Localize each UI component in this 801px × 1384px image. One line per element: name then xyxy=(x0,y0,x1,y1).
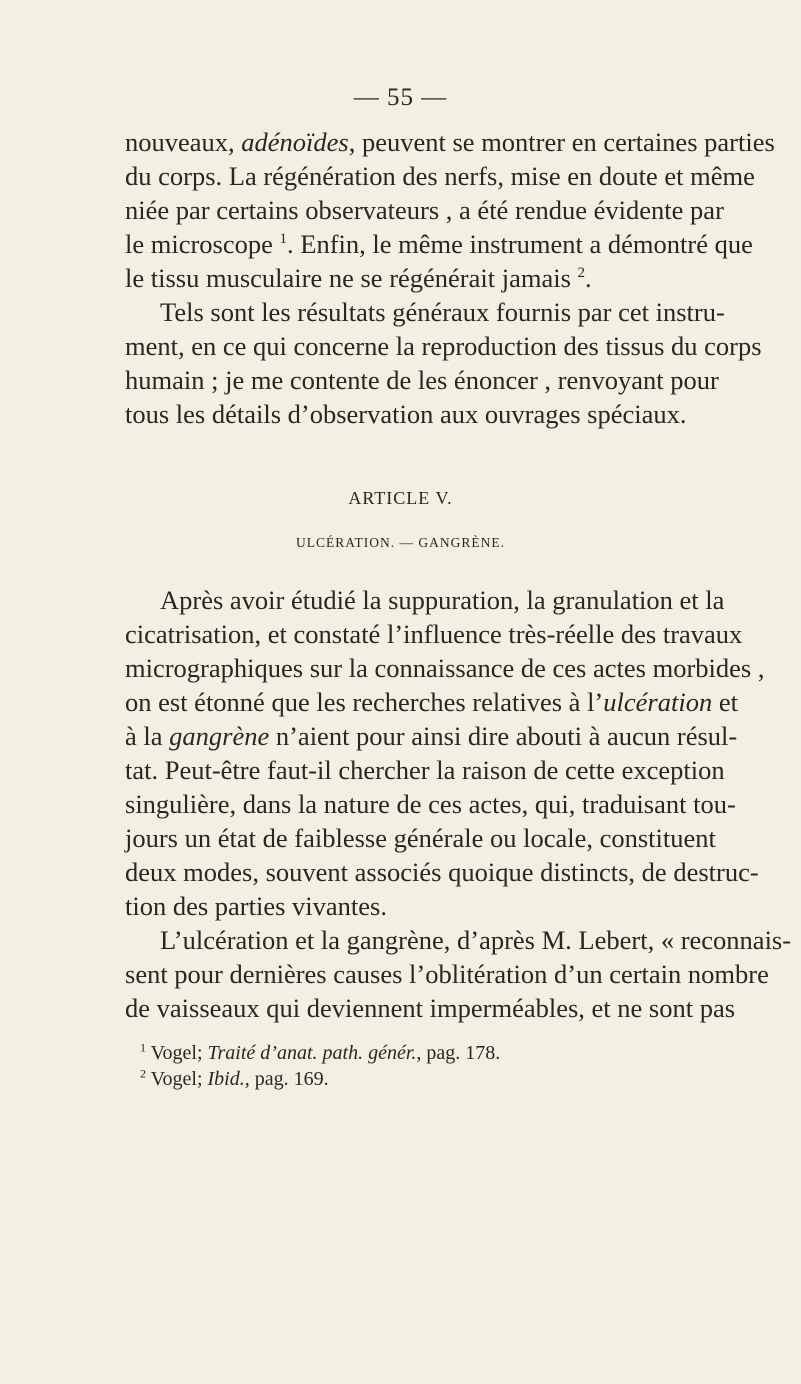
footnote-ref: , pag. 169. xyxy=(244,1068,329,1090)
text-line xyxy=(125,719,738,753)
text-span: à la xyxy=(125,721,170,751)
text-line: tion des parties vivantes. xyxy=(125,891,387,921)
footnote-mark: 2 xyxy=(577,265,586,282)
italic-term: ulcération xyxy=(603,687,713,717)
text-span: le tissu musculaire ne se régénérait jamais xyxy=(125,263,578,293)
footnote-mark: 2 xyxy=(140,1066,146,1081)
footnote xyxy=(140,1040,500,1066)
text-span: le microscope xyxy=(125,229,280,259)
text-line: micrographiques sur la connaissance de ces actes morbides , xyxy=(125,653,765,683)
text-line xyxy=(125,685,738,719)
text-span: . Enfin, le même instrument a démontré que xyxy=(287,229,753,259)
text-line: humain ; je me contente de les énoncer , renvoyant pour xyxy=(125,365,719,395)
text-span: et xyxy=(712,687,738,717)
text-span: n’aient pour ainsi dire abouti à aucun résul- xyxy=(269,721,738,751)
text-line: singulière, dans la nature de ces actes, qui, traduisant tou- xyxy=(125,789,736,819)
text-line: cicatrisation, et constaté l’influence très-réelle des travaux xyxy=(125,619,743,649)
text-line: sent pour dernières causes l’oblitération d’un certain nombre xyxy=(125,959,769,989)
text-line xyxy=(125,261,685,295)
text-line: jours un état de faiblesse générale ou locale, constituent xyxy=(125,823,716,853)
text-line: de vaisseaux qui deviennent imperméables, et ne sont pas xyxy=(125,993,736,1023)
text-span: . xyxy=(585,263,592,293)
page-number: — 55 — xyxy=(353,84,448,111)
text-line xyxy=(125,125,775,159)
footnote-ref: , pag. 178. xyxy=(416,1042,501,1064)
text-span: , peuvent se montrer en certaines parties xyxy=(348,127,775,157)
text-line: Tels sont les résultats généraux fournis par cet instru- xyxy=(160,297,725,327)
text-line: tat. Peut-être faut-il chercher la raison de cette exception xyxy=(125,755,725,785)
text-line: du corps. La régénération des nerfs, mise en doute et même xyxy=(125,161,755,191)
italic-term: adénoïdes xyxy=(241,127,349,157)
footnote-mark: 1 xyxy=(279,231,288,248)
text-line: niée par certains observateurs , a été rendue évidente par xyxy=(125,195,724,225)
article-subheading: ULCÉRATION. — GANGRÈNE. xyxy=(296,535,505,550)
footnote-author: Vogel; xyxy=(150,1042,208,1064)
text-line xyxy=(125,227,753,261)
text-span: nouveaux, xyxy=(125,127,242,157)
italic-term: gangrène xyxy=(169,721,270,751)
footnote-title: Traité d’anat. path. génér. xyxy=(207,1042,417,1064)
text-span: on est étonné que les recherches relatives à l’ xyxy=(125,687,604,717)
footnote-author: Vogel; xyxy=(150,1068,208,1090)
article-heading: ARTICLE V. xyxy=(348,488,453,508)
text-line: tous les détails d’observation aux ouvrages spéciaux. xyxy=(125,399,687,429)
text-line: deux modes, souvent associés quoique distincts, de destruc- xyxy=(125,857,759,887)
footnote xyxy=(140,1066,329,1092)
footnote-mark: 1 xyxy=(140,1040,146,1055)
text-line: Après avoir étudié la suppuration, la granulation et la xyxy=(160,585,725,615)
text-line: L’ulcération et la gangrène, d’après M. Lebert, « reconnais- xyxy=(160,925,792,955)
footnote-title: Ibid. xyxy=(207,1068,245,1090)
text-line: ment, en ce qui concerne la reproduction des tissus du corps xyxy=(125,331,762,361)
